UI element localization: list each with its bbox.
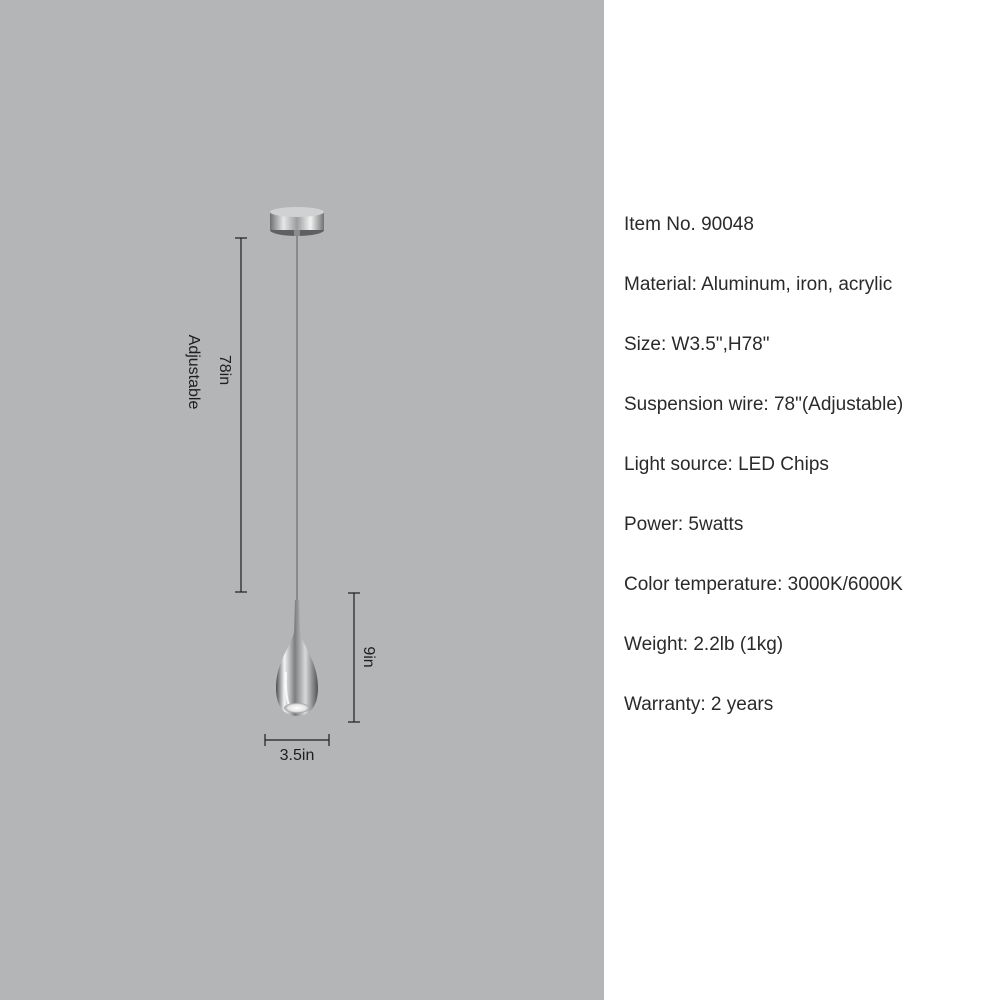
spec-light-source: Light source: LED Chips <box>624 454 829 475</box>
spec-color-temperature: Color temperature: 3000K/6000K <box>624 574 903 595</box>
ceiling-canopy <box>270 207 324 236</box>
spec-list <box>624 211 903 751</box>
spec-weight: Weight: 2.2lb (1kg) <box>624 634 784 655</box>
shade-width-label: 3.5in <box>279 747 315 764</box>
led-lens <box>284 703 310 713</box>
specifications-panel <box>604 0 1000 1000</box>
shade-width-dimension <box>265 734 329 746</box>
shade-height-label: 9in <box>360 646 377 668</box>
spec-item-number: Item No. 90048 <box>624 214 754 235</box>
wire-length-label: 78in <box>216 354 233 386</box>
wire-adjustable-label: Adjustable <box>185 334 202 410</box>
spec-warranty: Warranty: 2 years <box>624 694 774 715</box>
spec-suspension-wire: Suspension wire: 78"(Adjustable) <box>624 394 904 415</box>
spec-material: Material: Aluminum, iron, acrylic <box>624 274 893 295</box>
spec-power: Power: 5watts <box>624 514 744 535</box>
spec-size: Size: W3.5",H78" <box>624 334 770 355</box>
shade-height-dimension <box>348 593 360 722</box>
wire-length-dimension <box>235 238 247 592</box>
teardrop-shade <box>276 600 318 716</box>
